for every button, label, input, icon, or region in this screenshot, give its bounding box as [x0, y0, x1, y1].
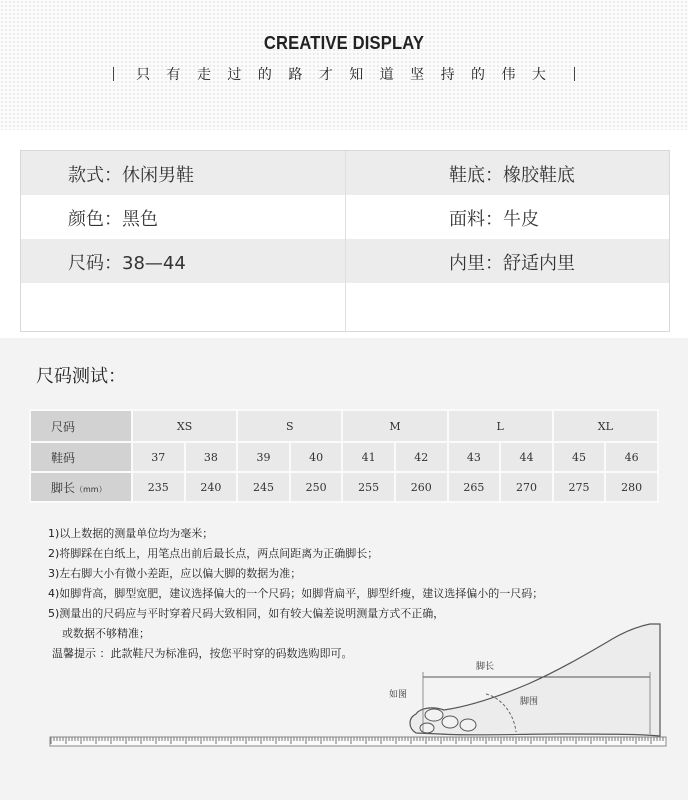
- motto-divider-left: [113, 67, 114, 81]
- shoe-size-cell: 37: [132, 442, 185, 472]
- note-line: 4)如脚背高，脚型宽肥，建议选择偏大的一个尺码；如脚背扁平，脚型纤瘦，建议选择偏小的一尺码；: [48, 587, 544, 600]
- toe-icon: [442, 716, 458, 728]
- foot-measurement-diagram: [0, 622, 688, 800]
- group-cell: S: [237, 410, 342, 442]
- motto-line: [0, 64, 688, 84]
- foot-length-label: 脚长: [476, 662, 495, 672]
- girth-label: 脚围: [520, 697, 539, 707]
- shoe-size-cell: 41: [342, 442, 395, 472]
- spec-style: 款式：休闲男鞋: [68, 165, 194, 186]
- note-line: 2)将脚踩在白纸上，用笔点出前后最长点，两点间距离为正确脚长；: [48, 547, 379, 560]
- tip-line: 温馨提示 ：此款鞋尺为标准码，按您平时穿的码数选购即可。: [52, 647, 353, 660]
- foot-length-cell: 275: [553, 472, 606, 502]
- spec-sole: 鞋底：橡胶鞋底: [449, 165, 575, 186]
- row-label-foot-length: [30, 472, 132, 502]
- group-cell: M: [342, 410, 447, 442]
- row-label-size-code: 尺码: [30, 410, 132, 442]
- foot-length-label: 脚长: [51, 480, 76, 495]
- spec-upper: 面料：牛皮: [449, 209, 539, 230]
- spec-lining: 内里：舒适内里: [449, 253, 575, 274]
- note-line: 5)测量出的尺码应与平时穿着尺码大致相同，如有较大偏差说明测量方式不正确，: [48, 607, 445, 620]
- shoe-size-cell: 43: [448, 442, 501, 472]
- ruler-icon: [50, 737, 666, 746]
- note-line: 1)以上数据的测量单位均为毫米；: [48, 527, 214, 540]
- group-cell: XS: [132, 410, 237, 442]
- spec-size: 尺码：38—44: [68, 253, 186, 274]
- size-chart-table: [29, 409, 659, 503]
- shoe-size-cell: 42: [395, 442, 448, 472]
- unit-label: （mm）: [75, 484, 107, 494]
- foot-length-cell: 255: [342, 472, 395, 502]
- spec-table: [20, 150, 670, 332]
- header-banner: [0, 0, 688, 130]
- foot-length-cell: 245: [237, 472, 290, 502]
- foot-length-cell: 250: [290, 472, 343, 502]
- figure-label: 如图: [389, 690, 408, 700]
- shoe-size-cell: 45: [553, 442, 606, 472]
- spec-color: 颜色：黑色: [68, 209, 158, 230]
- foot-length-cell: 235: [132, 472, 185, 502]
- toe-icon: [460, 719, 476, 731]
- shoe-size-cell: 39: [237, 442, 290, 472]
- table-row-shoe-size: [30, 442, 658, 472]
- size-test-section: [0, 338, 688, 800]
- size-test-title: 尺码测试：: [36, 366, 126, 387]
- shoe-size-cell: 38: [185, 442, 238, 472]
- foot-length-cell: 270: [500, 472, 553, 502]
- note-line: 3)左右脚大小有微小差距，应以偏大脚的数据为准；: [48, 567, 302, 580]
- spec-column-divider: [345, 151, 346, 331]
- foot-length-cell: 240: [185, 472, 238, 502]
- shoe-size-cell: 46: [605, 442, 658, 472]
- row-label-shoe-size: 鞋码: [30, 442, 132, 472]
- toe-icon: [425, 709, 443, 721]
- foot-length-cell: 260: [395, 472, 448, 502]
- motto-text: 只 有 走 过 的 路 才 知 道 坚 持 的 伟 大: [136, 67, 552, 83]
- shoe-size-cell: 44: [500, 442, 553, 472]
- motto-divider-right: [574, 67, 575, 81]
- brand-title: CREATIVE DISPLAY: [263, 33, 425, 53]
- foot-length-cell: 265: [448, 472, 501, 502]
- group-cell: L: [448, 410, 553, 442]
- note-line: 或数据不够精准；: [48, 627, 150, 640]
- table-row-foot-length: [30, 472, 658, 502]
- toe-icon: [420, 723, 434, 733]
- shoe-size-cell: 40: [290, 442, 343, 472]
- foot-length-cell: 280: [605, 472, 658, 502]
- group-cell: XL: [553, 410, 658, 442]
- table-row-size-code: [30, 410, 658, 442]
